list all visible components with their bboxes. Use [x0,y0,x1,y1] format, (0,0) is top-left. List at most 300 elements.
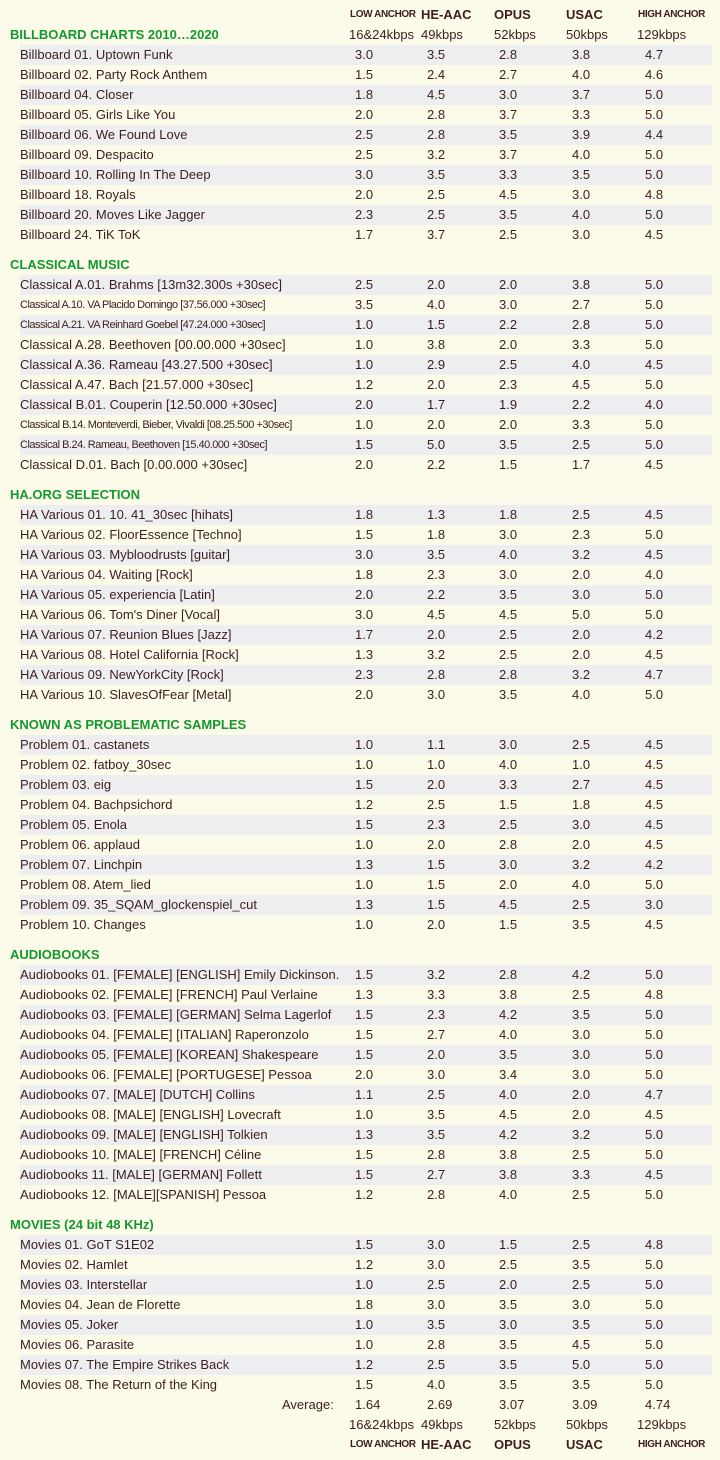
score-opus: 3.0 [499,297,518,312]
score-he-aac: 2.5 [427,1087,446,1102]
score-high-anchor: 4.5 [645,917,664,932]
score-usac: 4.0 [572,207,591,222]
table-row [20,1355,712,1375]
score-high-anchor: 5.0 [645,417,664,432]
table-row [20,795,712,815]
score-usac: 4.5 [572,377,591,392]
score-high-anchor: 5.0 [645,1007,664,1022]
score-low-anchor: 1.5 [355,777,374,792]
score-high-anchor: 5.0 [645,317,664,332]
score-usac: 3.0 [572,587,591,602]
track-name: Billboard 04. Closer [20,87,134,102]
score-high-anchor: 5.0 [645,337,664,352]
table-row [20,665,712,685]
score-usac: 2.5 [572,437,591,452]
score-low-anchor: 1.8 [355,1297,374,1312]
table-row [20,355,712,375]
table-row [20,1255,712,1275]
score-he-aac: 3.0 [427,1067,446,1082]
score-low-anchor: 2.5 [355,277,374,292]
score-opus: 3.5 [499,587,518,602]
column-header: USAC [566,1437,603,1452]
score-low-anchor: 1.3 [355,1127,374,1142]
score-he-aac: 2.3 [427,1007,446,1022]
score-opus: 2.0 [499,1277,518,1292]
score-usac: 3.5 [572,1317,591,1332]
score-he-aac: 1.5 [427,317,446,332]
column-bitrate: 49kbps [421,27,463,42]
table-row [20,1125,712,1145]
score-he-aac: 3.5 [427,167,446,182]
score-high-anchor: 5.0 [645,1377,664,1392]
score-opus: 4.5 [499,897,518,912]
score-usac: 4.0 [572,67,591,82]
score-opus: 2.0 [499,877,518,892]
score-opus: 1.9 [499,397,518,412]
score-opus: 3.5 [499,127,518,142]
score-he-aac: 1.5 [427,897,446,912]
score-usac: 2.5 [572,1147,591,1162]
score-he-aac: 2.2 [427,457,446,472]
track-name: Billboard 09. Despacito [20,147,154,162]
score-high-anchor: 5.0 [645,1127,664,1142]
score-usac: 2.5 [572,1187,591,1202]
table-row [20,625,712,645]
score-low-anchor: 1.5 [355,1167,374,1182]
score-high-anchor: 5.0 [645,1337,664,1352]
score-he-aac: 1.8 [427,527,446,542]
track-name: Billboard 24. TiK ToK [20,227,141,242]
score-usac: 3.5 [572,167,591,182]
score-low-anchor: 1.0 [355,737,374,752]
table-row [20,105,712,125]
score-usac: 3.0 [572,1027,591,1042]
table-row [20,895,712,915]
average-row [20,1395,712,1415]
track-name: Billboard 01. Uptown Funk [20,47,173,62]
score-high-anchor: 4.5 [645,457,664,472]
average-value: 3.09 [572,1397,598,1412]
score-low-anchor: 3.0 [355,547,374,562]
table-row [20,1235,712,1255]
score-high-anchor: 5.0 [645,527,664,542]
score-low-anchor: 2.3 [355,667,374,682]
score-high-anchor: 4.5 [645,1107,664,1122]
score-he-aac: 1.5 [427,877,446,892]
score-usac: 3.0 [572,1297,591,1312]
score-usac: 2.7 [572,777,591,792]
table-row [20,1065,712,1085]
column-bitrate: 129kbps [637,27,687,42]
score-usac: 3.2 [572,547,591,562]
score-high-anchor: 5.0 [645,437,664,452]
track-name: Problem 06. applaud [20,837,140,852]
column-header: OPUS [494,7,531,22]
column-bitrate: 52kbps [494,27,536,42]
table-row [20,875,712,895]
score-he-aac: 2.0 [427,627,446,642]
track-name: Audiobooks 07. [MALE] [DUTCH] Collins [20,1087,255,1102]
track-name: Classical A.10. VA Placido Domingo [37.56.000 +30sec] [20,299,266,311]
table-row [20,1185,712,1205]
track-name: Movies 04. Jean de Florette [20,1297,181,1312]
score-high-anchor: 3.0 [645,897,664,912]
score-opus: 3.5 [499,1337,518,1352]
table-row [20,565,712,585]
score-he-aac: 1.7 [427,397,446,412]
column-header: HE-AAC [421,7,472,22]
score-opus: 3.7 [499,147,518,162]
score-he-aac: 4.5 [427,87,446,102]
score-high-anchor: 5.0 [645,877,664,892]
average-label: Average: [282,1397,334,1412]
table-row [20,65,712,85]
score-opus: 3.0 [499,737,518,752]
average-value: 3.07 [499,1397,525,1412]
score-he-aac: 2.8 [427,1147,446,1162]
score-opus: 1.5 [499,797,518,812]
column-bitrate: 16&24kbps [349,27,415,42]
table-row [20,125,712,145]
score-opus: 2.8 [499,47,518,62]
score-usac: 3.2 [572,857,591,872]
score-usac: 2.5 [572,1277,591,1292]
score-high-anchor: 4.8 [645,187,664,202]
score-he-aac: 2.5 [427,797,446,812]
score-usac: 2.2 [572,397,591,412]
score-usac: 3.9 [572,127,591,142]
table-row [20,985,712,1005]
score-usac: 3.3 [572,107,591,122]
section-title: CLASSICAL MUSIC [10,257,130,272]
score-low-anchor: 1.5 [355,1147,374,1162]
score-low-anchor: 2.0 [355,587,374,602]
score-high-anchor: 4.6 [645,67,664,82]
track-name: Problem 02. fatboy_30sec [20,757,172,772]
score-opus: 2.7 [499,67,518,82]
score-usac: 2.7 [572,297,591,312]
score-opus: 2.5 [499,1257,518,1272]
score-he-aac: 2.7 [427,1027,446,1042]
track-name: Problem 10. Changes [20,917,146,932]
score-low-anchor: 1.5 [355,1007,374,1022]
score-he-aac: 1.5 [427,857,446,872]
score-he-aac: 2.9 [427,357,446,372]
score-he-aac: 1.0 [427,757,446,772]
score-high-anchor: 5.0 [645,297,664,312]
score-he-aac: 2.4 [427,67,446,82]
score-usac: 2.5 [572,987,591,1002]
score-high-anchor: 5.0 [645,87,664,102]
column-header: USAC [566,7,603,22]
score-opus: 2.5 [499,647,518,662]
score-high-anchor: 4.8 [645,1237,664,1252]
track-name: Billboard 18. Royals [20,187,136,202]
track-name: Classical A.28. Beethoven [00.00.000 +30sec] [20,337,286,352]
score-he-aac: 2.0 [427,417,446,432]
score-opus: 3.5 [499,1357,518,1372]
score-he-aac: 4.0 [427,1377,446,1392]
score-high-anchor: 5.0 [645,1277,664,1292]
score-opus: 3.0 [499,87,518,102]
score-he-aac: 2.3 [427,817,446,832]
score-low-anchor: 1.0 [355,877,374,892]
table-row [20,585,712,605]
track-name: Audiobooks 09. [MALE] [ENGLISH] Tolkien [20,1127,268,1142]
score-low-anchor: 1.5 [355,1237,374,1252]
score-opus: 2.0 [499,337,518,352]
score-usac: 3.3 [572,1167,591,1182]
column-bitrates-row [0,1415,720,1435]
score-usac: 2.0 [572,1087,591,1102]
score-high-anchor: 4.0 [645,397,664,412]
score-high-anchor: 5.0 [645,107,664,122]
score-low-anchor: 1.0 [355,1337,374,1352]
score-opus: 1.5 [499,917,518,932]
track-name: Audiobooks 08. [MALE] [ENGLISH] Lovecraft [20,1107,281,1122]
score-usac: 4.0 [572,687,591,702]
score-high-anchor: 4.5 [645,737,664,752]
score-usac: 1.8 [572,797,591,812]
score-high-anchor: 4.7 [645,1087,664,1102]
table-row [20,775,712,795]
score-low-anchor: 2.5 [355,147,374,162]
score-he-aac: 5.0 [427,437,446,452]
track-name: Problem 09. 35_SQAM_glockenspiel_cut [20,897,258,912]
score-low-anchor: 1.5 [355,1027,374,1042]
score-low-anchor: 1.7 [355,627,374,642]
table-row [20,685,712,705]
score-opus: 3.3 [499,777,518,792]
score-he-aac: 2.8 [427,107,446,122]
score-he-aac: 3.0 [427,1297,446,1312]
table-row [20,295,712,315]
score-usac: 4.0 [572,147,591,162]
score-he-aac: 3.5 [427,547,446,562]
score-low-anchor: 1.8 [355,567,374,582]
track-name: Classical A.01. Brahms [13m32.300s +30sec] [20,277,282,292]
column-bitrate: 49kbps [421,1417,463,1432]
score-he-aac: 2.8 [427,127,446,142]
table-row [20,395,712,415]
score-opus: 4.5 [499,1107,518,1122]
score-he-aac: 2.7 [427,1167,446,1182]
track-name: HA Various 05. experiencia [Latin] [20,587,215,602]
table-row [20,1335,712,1355]
score-opus: 3.0 [499,1317,518,1332]
score-opus: 2.5 [499,227,518,242]
score-opus: 3.3 [499,167,518,182]
score-usac: 3.3 [572,337,591,352]
score-usac: 3.5 [572,917,591,932]
score-low-anchor: 1.0 [355,357,374,372]
score-usac: 3.5 [572,1377,591,1392]
score-low-anchor: 1.0 [355,337,374,352]
score-low-anchor: 1.1 [355,1087,374,1102]
track-name: HA Various 01. 10. 41_30sec [hihats] [20,507,233,522]
table-row [20,815,712,835]
table-row [20,165,712,185]
score-opus: 3.0 [499,527,518,542]
score-high-anchor: 4.5 [645,837,664,852]
score-he-aac: 2.0 [427,277,446,292]
score-usac: 2.0 [572,837,591,852]
column-bitrate: 50kbps [566,1417,608,1432]
section-title: AUDIOBOOKS [10,947,100,962]
score-usac: 2.5 [572,737,591,752]
table-row [20,735,712,755]
score-usac: 3.0 [572,1047,591,1062]
score-opus: 2.8 [499,967,518,982]
score-opus: 2.0 [499,417,518,432]
score-low-anchor: 1.0 [355,757,374,772]
score-he-aac: 1.1 [427,737,446,752]
score-low-anchor: 1.2 [355,377,374,392]
score-usac: 3.3 [572,417,591,432]
score-he-aac: 3.7 [427,227,446,242]
score-usac: 2.3 [572,527,591,542]
score-usac: 2.0 [572,567,591,582]
score-usac: 4.2 [572,967,591,982]
score-low-anchor: 2.0 [355,457,374,472]
track-name: Billboard 10. Rolling In The Deep [20,167,211,182]
score-high-anchor: 5.0 [645,1067,664,1082]
score-he-aac: 2.0 [427,917,446,932]
track-name: Movies 02. Hamlet [20,1257,128,1272]
track-name: Problem 01. castanets [20,737,150,752]
score-low-anchor: 3.5 [355,297,374,312]
score-opus: 4.2 [499,1127,518,1142]
score-usac: 5.0 [572,1357,591,1372]
score-he-aac: 2.5 [427,1277,446,1292]
track-name: Audiobooks 05. [FEMALE] [KOREAN] Shakespeare [20,1047,319,1062]
score-opus: 1.5 [499,457,518,472]
score-high-anchor: 4.5 [645,1167,664,1182]
score-high-anchor: 5.0 [645,377,664,392]
score-high-anchor: 4.5 [645,777,664,792]
score-he-aac: 3.2 [427,647,446,662]
score-low-anchor: 1.5 [355,967,374,982]
track-name: Classical B.24. Rameau, Beethoven [15.40.000 +30sec] [20,439,268,451]
score-opus: 4.2 [499,1007,518,1022]
score-high-anchor: 4.0 [645,567,664,582]
score-low-anchor: 1.8 [355,507,374,522]
score-high-anchor: 5.0 [645,207,664,222]
column-bitrate: 52kbps [494,1417,536,1432]
score-he-aac: 3.0 [427,1237,446,1252]
table-row [20,145,712,165]
score-low-anchor: 2.3 [355,207,374,222]
track-name: Movies 03. Interstellar [20,1277,148,1292]
track-name: Billboard 02. Party Rock Anthem [20,67,208,82]
score-opus: 3.5 [499,1047,518,1062]
score-usac: 3.5 [572,1007,591,1022]
score-low-anchor: 1.0 [355,1107,374,1122]
score-high-anchor: 5.0 [645,1297,664,1312]
table-row [20,915,712,935]
track-name: HA Various 03. Mybloodrusts [guitar] [20,547,231,562]
score-opus: 2.5 [499,627,518,642]
score-opus: 1.5 [499,1237,518,1252]
column-header: LOW ANCHOR [350,9,416,20]
table-row [20,1005,712,1025]
score-opus: 3.8 [499,1147,518,1162]
score-high-anchor: 4.5 [645,817,664,832]
column-header: HIGH ANCHOR [638,1439,705,1450]
score-high-anchor: 4.5 [645,797,664,812]
column-bitrate: 129kbps [637,1417,687,1432]
section-title: BILLBOARD CHARTS 2010…2020 [10,27,219,42]
score-usac: 2.5 [572,897,591,912]
score-low-anchor: 3.0 [355,167,374,182]
score-opus: 2.8 [499,837,518,852]
track-name: HA Various 09. NewYorkCity [Rock] [20,667,224,682]
track-name: Billboard 20. Moves Like Jagger [20,207,205,222]
score-low-anchor: 1.3 [355,987,374,1002]
score-he-aac: 3.0 [427,687,446,702]
table-row [20,225,712,245]
table-row [20,335,712,355]
score-opus: 4.5 [499,187,518,202]
score-usac: 1.0 [572,757,591,772]
score-opus: 4.0 [499,547,518,562]
score-high-anchor: 5.0 [645,147,664,162]
track-name: Billboard 05. Girls Like You [20,107,176,122]
score-he-aac: 2.3 [427,567,446,582]
column-header: LOW ANCHOR [350,1439,416,1450]
table-row [20,205,712,225]
track-name: Classical B.14. Monteverdi, Bieber, Vivaldi [08.25.500 +30sec] [20,419,292,431]
score-low-anchor: 1.5 [355,1047,374,1062]
score-usac: 3.2 [572,667,591,682]
track-name: Audiobooks 06. [FEMALE] [PORTUGESE] Pessoa [20,1067,312,1082]
score-opus: 2.2 [499,317,518,332]
table-row [20,415,712,435]
score-he-aac: 3.5 [427,1317,446,1332]
score-he-aac: 2.0 [427,837,446,852]
score-high-anchor: 4.4 [645,127,664,142]
score-high-anchor: 5.0 [645,1257,664,1272]
score-high-anchor: 5.0 [645,587,664,602]
score-high-anchor: 5.0 [645,607,664,622]
score-opus: 4.0 [499,1187,518,1202]
column-header: HE-AAC [421,1437,472,1452]
table-row [20,545,712,565]
score-he-aac: 4.0 [427,297,446,312]
score-opus: 3.0 [499,567,518,582]
score-he-aac: 3.5 [427,1127,446,1142]
score-low-anchor: 1.5 [355,817,374,832]
score-high-anchor: 4.5 [645,227,664,242]
score-opus: 2.5 [499,817,518,832]
table-row [20,455,712,475]
score-opus: 3.5 [499,687,518,702]
score-he-aac: 2.0 [427,777,446,792]
score-low-anchor: 1.5 [355,67,374,82]
score-low-anchor: 2.0 [355,1067,374,1082]
score-high-anchor: 4.2 [645,857,664,872]
score-low-anchor: 1.0 [355,1277,374,1292]
score-low-anchor: 1.2 [355,1187,374,1202]
table-row [20,45,712,65]
score-low-anchor: 1.3 [355,897,374,912]
score-high-anchor: 4.5 [645,647,664,662]
score-he-aac: 2.5 [427,207,446,222]
score-usac: 2.0 [572,1107,591,1122]
score-usac: 2.0 [572,627,591,642]
score-he-aac: 4.5 [427,607,446,622]
score-he-aac: 2.8 [427,1187,446,1202]
